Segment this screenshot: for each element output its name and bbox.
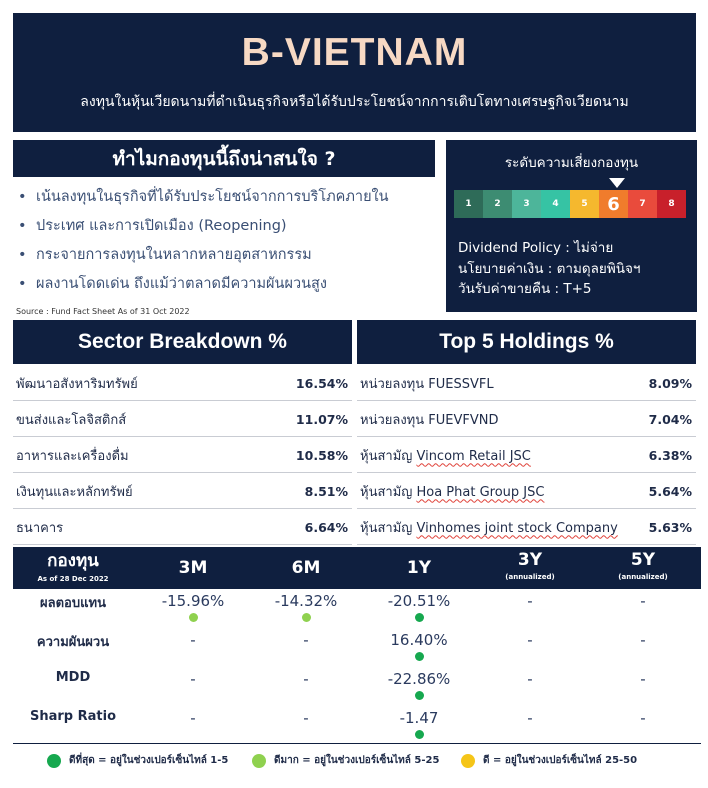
period-label: 5Y [630,550,656,570]
holding-name [360,409,499,430]
metric-value: - [640,670,646,688]
period-label: 3Y [517,550,543,570]
metric-cell [475,670,585,688]
sector-value: 8.51% [304,483,348,499]
metric-value: - [190,670,196,688]
period-header-5y [588,552,698,594]
metric-cell [251,592,361,622]
risk-level-1: 1 [454,190,483,218]
sector-name: ธนาคาร [16,520,64,536]
holding-company: Vincom Retail JSC [416,448,531,464]
legend-dot-icon [252,754,266,768]
holding-row [357,366,696,401]
performance-header [13,547,701,589]
fund-label: กองทุน [47,551,99,571]
period-header-3y [475,552,585,594]
metric-value: - [527,709,533,727]
holding-row [357,402,696,437]
fund-subtitle: ลงทุนในหุ้นเวียดนามที่ดำเนินธุรกิจหรือได้รับประโยชน์จากการเติบโตทางเศรษฐกิจเวียดนาม [80,94,629,110]
sector-name: พัฒนาอสังหาริมทรัพย์ [16,376,138,392]
holding-row [357,438,696,473]
sector-value: 6.64% [304,519,348,535]
holding-value: 5.63% [648,519,692,535]
metric-label: Sharp Ratio [29,709,117,724]
rank-dot-icon [415,730,424,739]
metric-cell [588,631,698,649]
holding-company: Hoa Phat Group JSC [416,484,545,500]
sector-row [13,510,352,545]
holding-prefix: หุ้นสามัญ [360,484,417,500]
metric-cell [251,631,361,649]
holding-name [360,445,531,466]
metric-cell [475,592,585,610]
period-sub: (annualized) [505,573,555,581]
legend-label: ดี = อยู่ในช่วงเปอร์เซ็นไทล์ 25-50 [483,755,638,766]
period-label: 3M [178,558,208,578]
sector-row [13,438,352,473]
sector-name: เงินทุนและหลักทรัพย์ [16,484,133,500]
metric-cell [475,709,585,727]
holding-value: 8.09% [648,375,692,391]
holding-row [357,474,696,509]
metric-cell [364,670,474,700]
metric-value: - [303,670,309,688]
metric-cell [588,670,698,688]
holding-name [360,517,618,538]
risk-level-8: 8 [657,190,686,218]
period-sub: (annualized) [618,573,668,581]
why-list [18,183,438,299]
sector-value: 16.54% [295,375,348,391]
metric-cell [364,592,474,622]
metric-value: -14.32% [274,592,338,610]
risk-scale [454,190,686,218]
metric-value: -20.51% [387,592,451,610]
sector-value: 11.07% [295,411,348,427]
metric-label: MDD [55,670,91,685]
metric-value: - [527,631,533,649]
risk-level-7: 7 [628,190,657,218]
holding-prefix: หุ้นสามัญ [360,448,417,464]
metric-value: - [303,709,309,727]
holding-company: FUEVFVND [428,412,499,428]
metric-cell [138,631,248,649]
metric-cell [364,709,474,739]
divider [13,743,701,744]
metric-value: - [527,592,533,610]
why-heading: ทำไมกองทุนนี้ถึงน่าสนใจ ? [13,140,435,177]
holdings-heading: Top 5 Holdings % [357,320,696,364]
metric-cell [138,709,248,727]
holding-value: 6.38% [648,447,692,463]
rank-dot-icon [302,613,311,622]
holding-prefix: หุ้นสามัญ [360,520,417,536]
metric-value: - [640,631,646,649]
rank-dot-icon [415,652,424,661]
legend-dot-icon [461,754,475,768]
holding-name [360,481,544,502]
holding-name [360,373,494,394]
why-item-continued: • ประเทศ และการเปิดเมือง (Reopening) [18,212,438,241]
risk-level-3: 3 [512,190,541,218]
holding-company: Vinhomes joint stock Company [416,520,618,536]
risk-level-2: 2 [483,190,512,218]
holding-prefix: หน่วยลงทุน [360,412,429,428]
metric-value: - [190,709,196,727]
metric-cell [364,631,474,661]
metric-value: -1.47 [399,709,439,727]
risk-level-4: 4 [541,190,570,218]
sector-row [13,402,352,437]
rank-dot-icon [415,691,424,700]
metric-value: - [640,709,646,727]
sector-value: 10.58% [295,447,348,463]
fund-column-header [23,552,123,594]
risk-level-5: 5 [570,190,599,218]
fund-header-banner [13,13,696,132]
period-label: 1Y [406,558,432,578]
sector-name: อาหารและเครื่องดื่ม [16,448,129,464]
metric-value: -22.86% [387,670,451,688]
rank-dot-icon [189,613,198,622]
holding-row [357,510,696,545]
metric-value: 16.40% [390,631,448,649]
risk-level-6: 6 [599,190,628,218]
legend-dot-icon [47,754,61,768]
legend-item [461,753,637,768]
sector-heading: Sector Breakdown % [13,320,352,364]
dividend-policy: Dividend Policy : ไม่จ่าย [458,240,614,256]
risk-title: ระดับความเสี่ยงกองทุน [504,155,639,171]
holding-value: 7.04% [648,411,692,427]
why-item: • กระจายการลงทุนในหลากหลายอุตสาหกรรม [18,241,438,270]
sector-name: ขนส่งและโลจิสติกส์ [16,412,127,428]
metric-cell [138,592,248,622]
fund-title: B-VIETNAM [241,31,468,74]
metric-cell [251,670,361,688]
metric-cell [588,592,698,610]
metric-value: - [527,670,533,688]
fx-policy: นโยบายค่าเงิน : ตามดุลยพินิจฯ [458,261,641,277]
redemption-period: วันรับค่าขายคืน : T+5 [458,281,592,297]
risk-panel [446,140,697,312]
metric-value: - [303,631,309,649]
metric-value: -15.96% [161,592,225,610]
metric-label: ผลตอบแทน [40,596,106,611]
as-of-date: As of 28 Dec 2022 [37,575,109,583]
rank-dot-icon [415,613,424,622]
holding-prefix: หน่วยลงทุน [360,376,429,392]
metric-value: - [190,631,196,649]
metric-cell [138,670,248,688]
holding-value: 5.64% [648,483,692,499]
legend-label: ดีที่สุด = อยู่ในช่วงเปอร์เซ็นไทล์ 1-5 [69,755,229,766]
holding-company: FUESSVFL [428,376,494,392]
why-item: • เน้นลงทุนในธุรกิจที่ได้รับประโยชน์จากการบริโภคภายใน [18,183,438,212]
risk-pointer-icon [609,178,625,188]
sector-row [13,474,352,509]
source-note: Source : Fund Fact Sheet As of 31 Oct 2022 [16,307,190,316]
metric-cell [588,709,698,727]
metric-label: ความผันผวน [36,635,110,650]
metric-value: - [640,592,646,610]
period-label: 6M [291,558,321,578]
why-item: • ผลงานโดดเด่น ถึงแม้ว่าตลาดมีความผันผวนสูง [18,270,438,299]
metric-cell [475,631,585,649]
metric-cell [251,709,361,727]
legend-item [47,753,228,768]
sector-row [13,366,352,401]
legend-item [252,753,439,768]
legend-label: ดีมาก = อยู่ในช่วงเปอร์เซ็นไทล์ 5-25 [274,755,440,766]
